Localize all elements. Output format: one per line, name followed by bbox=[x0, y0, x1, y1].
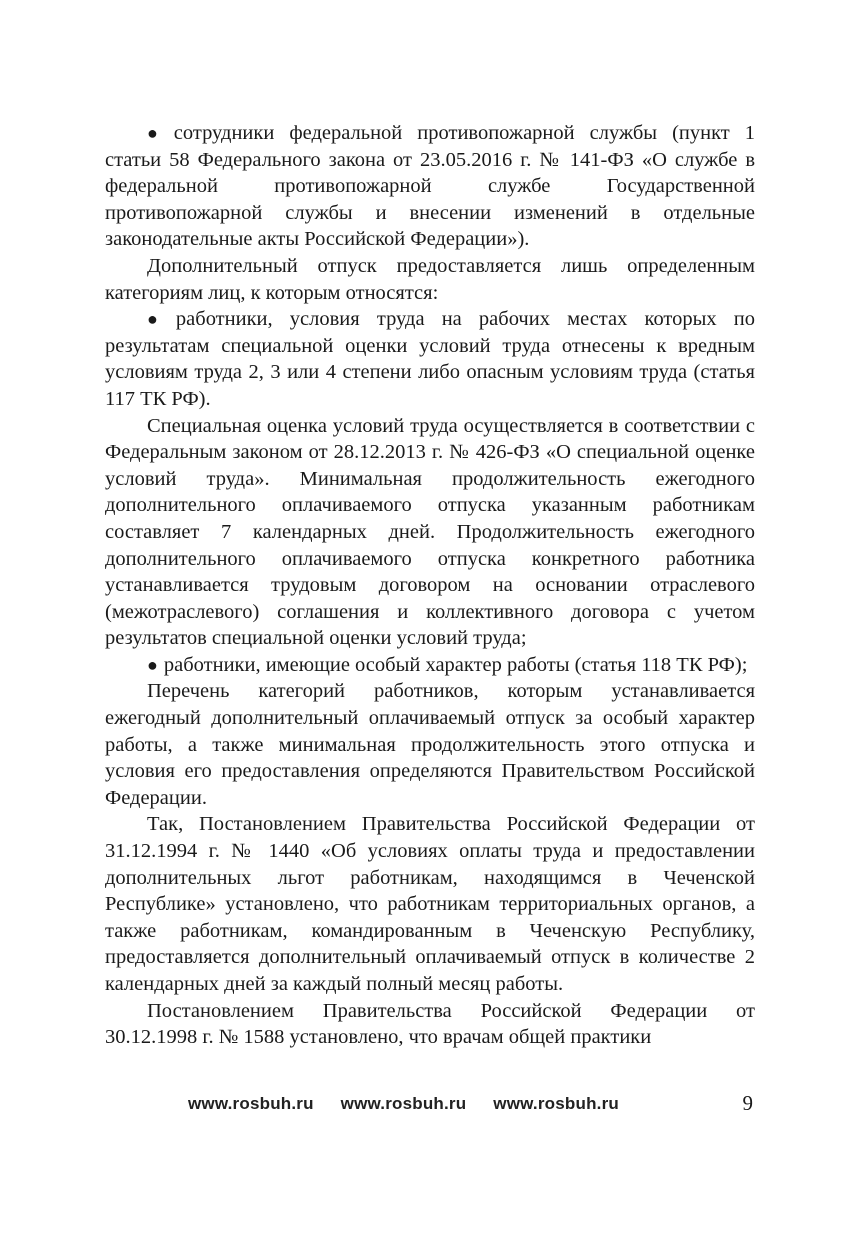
bullet-dot-icon: ● bbox=[147, 309, 170, 330]
paragraph-text: сотрудники федеральной противопожарной службы (пункт 1 статьи 58 Федерального закона от 23.05.2016 г. № 141-ФЗ «О службе в федеральной противопожарной службе Государственной противопожарной службы и внесении изменений в отдельные законодательные акты Российской Федерации»). bbox=[105, 122, 756, 251]
paragraph-6 bbox=[105, 678, 755, 811]
paragraph-5 bbox=[105, 652, 755, 679]
paragraph-text: Перечень категорий работников, которым устанавливается ежегодный дополнительный оплачиваемый отпуск за особый характер работы, а также минимальная продолжительность этого отпуска и условия его предоставления определяются Правительством Российской Федерации. bbox=[105, 680, 755, 809]
paragraph-text: работники, имеющие особый характер работы (статья 118 ТК РФ); bbox=[163, 653, 748, 676]
footer-links bbox=[188, 1094, 641, 1114]
text-block bbox=[105, 120, 755, 1051]
paragraph-1 bbox=[105, 120, 755, 253]
page-footer bbox=[105, 1091, 755, 1120]
footer-link-3[interactable]: www.rosbuh.ru bbox=[493, 1094, 619, 1113]
paragraph-text: Так, Постановлением Правительства Российской Федерации от 31.12.1994 г. № 1440 «Об условиях оплаты труда и предоставлении дополнительных льгот работникам, находящимся в Чеченской Республике» установлено, что работникам территориальных органов, а также работникам, командированным в Чеченскую Республику, предоставляется дополнительный оплачиваемый отпуск в количестве 2 календарных дней за каждый полный месяц работы. bbox=[105, 813, 755, 995]
paragraph-text: Постановлением Правительства Российской Федерации от 30.12.1998 г. № 1588 установлено, что врачам общей практики bbox=[105, 999, 755, 1049]
paragraph-8 bbox=[105, 998, 755, 1051]
paragraph-text: Дополнительный отпуск предоставляется лишь определенным категориям лиц, к которым относятся: bbox=[105, 254, 755, 304]
paragraph-3 bbox=[105, 306, 755, 412]
page-number: 9 bbox=[742, 1091, 753, 1115]
page-body bbox=[105, 120, 755, 1120]
paragraph-text: Специальная оценка условий труда осуществляется в соответствии с Федеральным законом от 28.12.2013 г. № 426-ФЗ «О специальной оценке условий труда». Минимальная продолжительность ежегодного дополнительного оплачиваемого отпуска указанным работникам составляет 7 календарных дней. Продолжительность ежегодного дополнительного оплачиваемого отпуска конкретного работника устанавливается трудовым договором на основании отраслевого (межотраслевого) соглашения и коллективного договора с учетом результатов специальной оценки условий труда; bbox=[105, 414, 755, 650]
paragraph-text: работники, условия труда на рабочих местах которых по результатам специальной оценки условий труда отнесены к вредным условиям труда 2, 3 или 4 степени либо опасным условиям труда (статья 117 ТК РФ). bbox=[105, 308, 756, 410]
footer-link-1[interactable]: www.rosbuh.ru bbox=[188, 1094, 314, 1113]
bullet-dot-icon: ● bbox=[147, 654, 158, 675]
paragraph-4 bbox=[105, 413, 755, 652]
paragraph-2 bbox=[105, 253, 755, 306]
paragraph-7 bbox=[105, 811, 755, 997]
bullet-dot-icon: ● bbox=[147, 123, 168, 143]
footer-link-2[interactable]: www.rosbuh.ru bbox=[340, 1094, 467, 1113]
